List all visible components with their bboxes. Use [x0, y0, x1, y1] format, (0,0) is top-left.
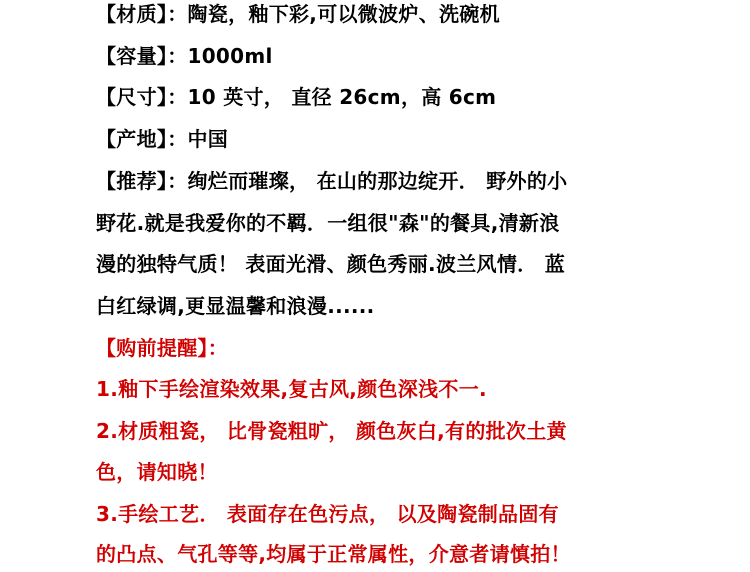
spec-origin: 【产地】：中国 — [96, 127, 229, 151]
notice-item-2-line-1: 2.材质粗瓷， 比骨瓷粗旷， 颜色灰白,有的批次土黄 — [96, 419, 567, 443]
recommend-line-2: 野花.就是我爱你的不羁．一组很"森"的餐具,清新浪 — [96, 211, 560, 235]
spec-capacity: 【容量】：1000ml — [96, 44, 273, 68]
spec-material: 【材质】：陶瓷，釉下彩,可以微波炉、洗碗机 — [96, 2, 500, 26]
notice-heading: 【购前提醒】： — [96, 336, 229, 360]
notice-item-3-line-1: 3.手绘工艺． 表面存在色污点， 以及陶瓷制品固有 — [96, 502, 559, 526]
recommend-line-1: 【推荐】：绚烂而璀璨， 在山的那边绽开． 野外的小 — [96, 169, 568, 193]
notice-item-1: 1.釉下手绘渲染效果,复古风,颜色深浅不一. — [96, 377, 487, 401]
recommend-line-4: 白红绿调,更显温馨和浪漫...... — [96, 294, 375, 318]
notice-item-3-line-2: 的凸点、气孔等等,均属于正常属性，介意者请慎拍！ — [96, 542, 571, 566]
spec-size: 【尺寸】：10 英寸， 直径 26cm，高 6cm — [96, 85, 497, 109]
recommend-line-3: 漫的独特气质！ 表面光滑、颜色秀丽.波兰风情． 蓝 — [96, 252, 566, 276]
notice-item-2-line-2: 色，请知晓！ — [96, 460, 218, 484]
